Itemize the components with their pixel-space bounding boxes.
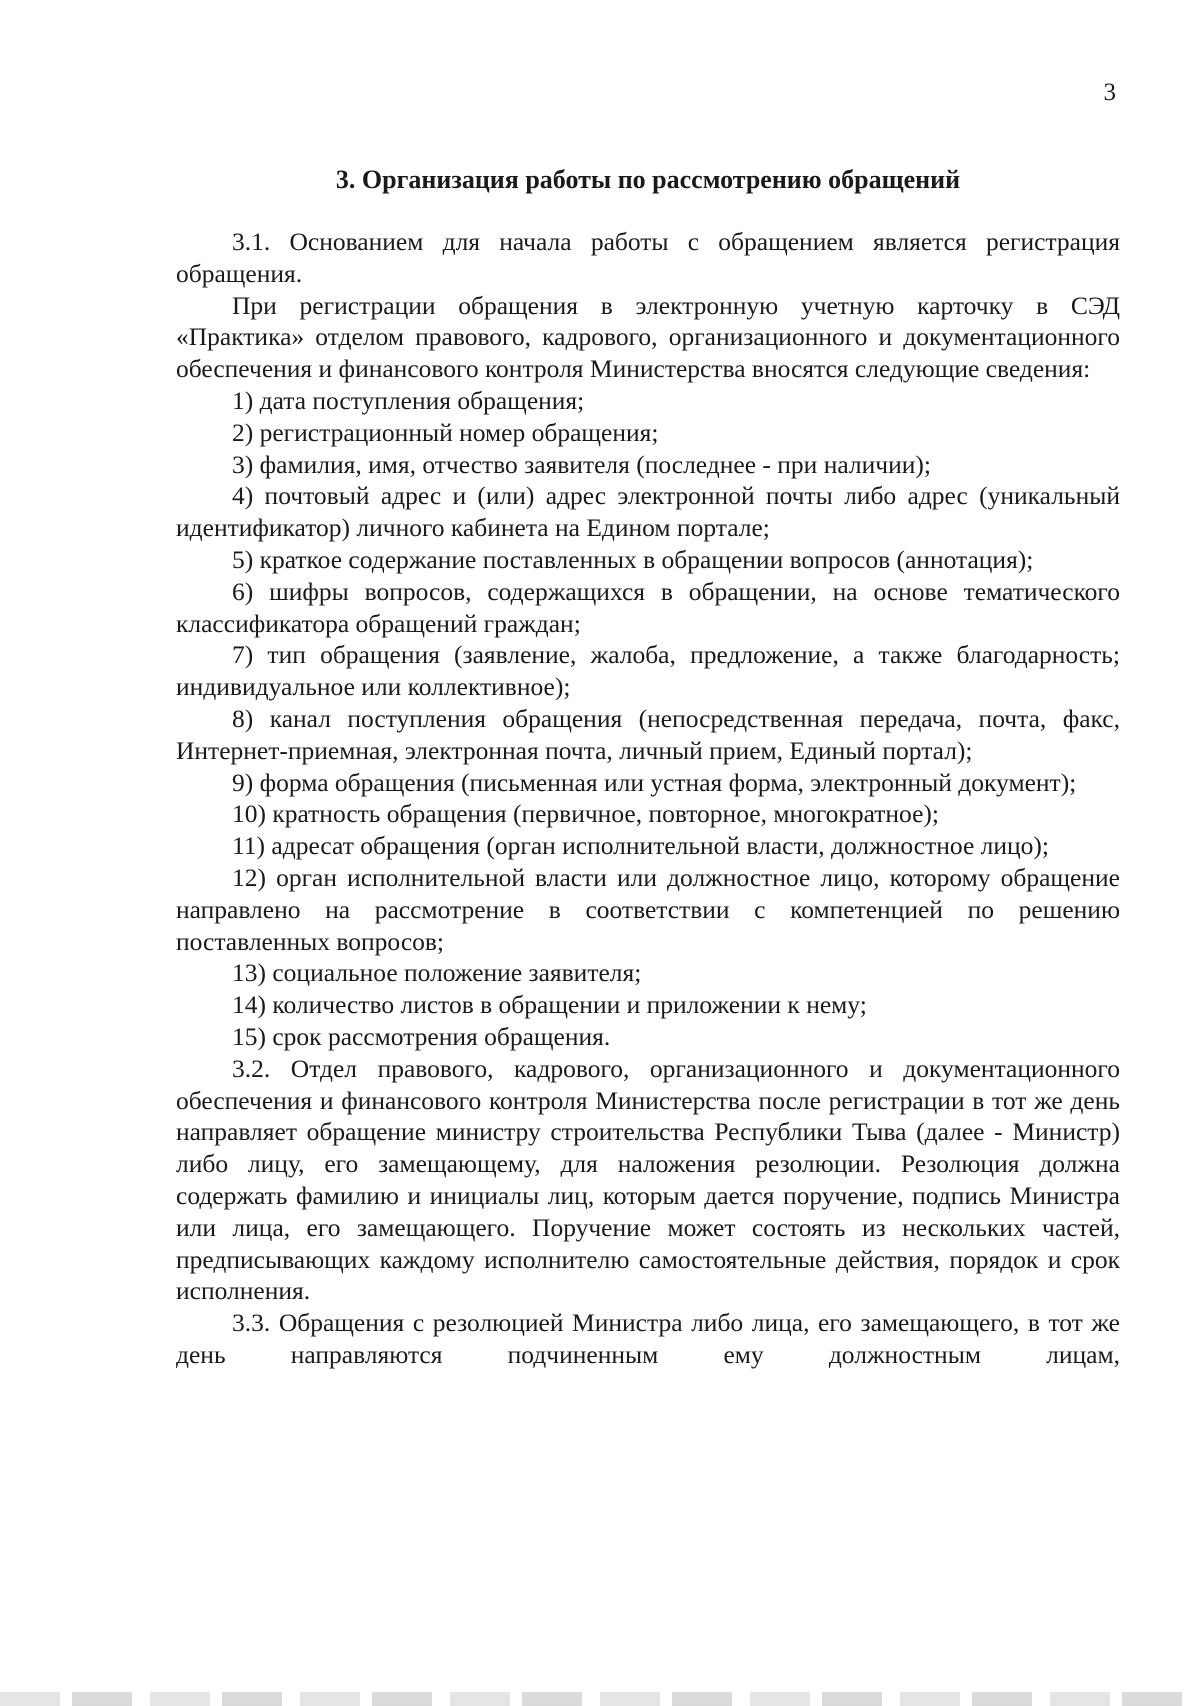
paragraph-3-2: 3.2. Отдел правового, кадрового, организационного и документационного обеспечения и финансового контроля Министерства после регистрации в тот же день направляет обращение министру строительства Республики Тыва (далее - Министр) либо лицу, его замещающему, для наложения резолюции. Резолюция должна содержать фамилию и инициалы лиц, которым дается поручение, подпись Министра или лица, его замещающего. Поручение может состоять из нескольких частей, предписывающих каждому исполнителю самостоятельные действия, порядок и срок исполнения. <box>176 1053 1120 1306</box>
list-item-4: 4) почтовый адрес и (или) адрес электронной почты либо адрес (уникальный идентификатор) личного кабинета на Едином портале; <box>176 481 1120 543</box>
paragraph-3-1: 3.1. Основанием для начала работы с обращением является регистрация обращения. <box>176 227 1120 288</box>
section-heading: 3. Организация работы по рассмотрению обращений <box>335 165 961 194</box>
list-item-1: 1) дата поступления обращения; <box>232 385 585 415</box>
list-item-13: 13) социальное положение заявителя; <box>232 958 642 988</box>
document-body <box>176 226 1120 1371</box>
list-item-12: 12) орган исполнительной власти или должностное лицо, которому обращение направлено на рассмотрение в соответствии с компетенцией по решению поставленных вопросов; <box>176 862 1120 956</box>
paragraph-registration-intro: При регистрации обращения в электронную учетную карточку в СЭД «Практика» отделом правового, кадрового, организационного и документационного обеспечения и финансового контроля Министерства вносятся следующие сведения: <box>176 290 1120 384</box>
list-item-5: 5) краткое содержание поставленных в обращении вопросов (аннотация); <box>232 544 1034 574</box>
list-item-9: 9) форма обращения (письменная или устная форма, электронный документ); <box>232 767 1077 797</box>
list-item-10: 10) кратность обращения (первичное, повторное, многократное); <box>232 799 939 829</box>
list-item-8: 8) канал поступления обращения (непосредственная передача, почта, факс, Интернет-приемная, электронная почта, личный прием, Единый портал); <box>176 703 1120 765</box>
list-item-3: 3) фамилия, имя, отчество заявителя (последнее - при наличии); <box>232 449 931 479</box>
list-item-15: 15) срок рассмотрения обращения. <box>232 1021 611 1051</box>
list-item-2: 2) регистрационный номер обращения; <box>232 417 659 447</box>
scan-edge-artifact <box>0 1692 1200 1706</box>
paragraph-3-3: 3.3. Обращения с резолюцией Министра либо лица, его замещающего, в тот же день направляются подчиненным ему должностным лицам, <box>176 1308 1120 1369</box>
list-item-6: 6) шифры вопросов, содержащихся в обращении, на основе тематического классификатора обращений граждан; <box>176 576 1120 638</box>
list-item-7: 7) тип обращения (заявление, жалоба, предложение, а также благодарность; индивидуальное или коллективное); <box>176 640 1120 702</box>
list-item-11: 11) адресат обращения (орган исполнительной власти, должностное лицо); <box>232 831 1050 861</box>
list-item-14: 14) количество листов в обращении и приложении к нему; <box>232 990 867 1020</box>
page-number: 3 <box>1103 79 1116 106</box>
